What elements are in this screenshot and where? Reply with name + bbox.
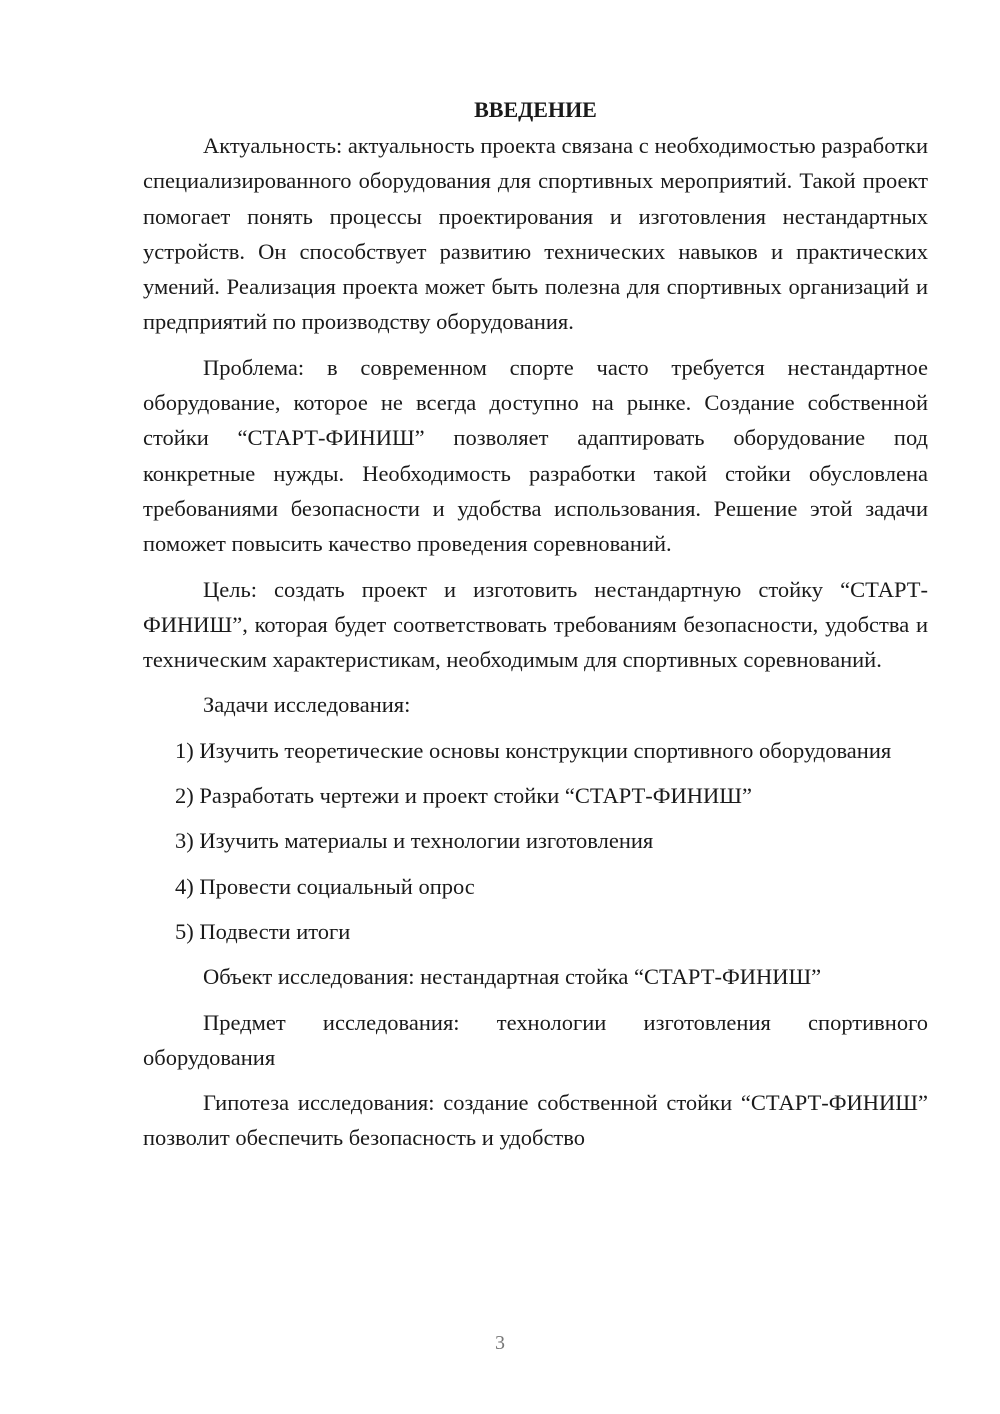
- task-item: 3) Изучить материалы и технологии изготовления: [175, 828, 654, 854]
- document-page: [143, 92, 928, 1156]
- section-heading: ВВЕДЕНИЕ: [474, 97, 597, 122]
- paragraph-hypothesis: Гипотеза исследования: создание собственной стойки “СТАРТ-ФИНИШ” позволит обеспечить безопасность и удобство: [143, 1090, 928, 1151]
- paragraph-subject: Предмет исследования: технологии изготовления спортивного оборудования: [143, 1009, 928, 1070]
- paragraph-relevance: Актуальность: актуальность проекта связана с необходимостью разработки специализированного оборудования для спортивных мероприятий. Такой проект помогает понять процессы проектирования и изготовления нестандартных устройств. Он способствует развитию технических навыков и практических умений. Реализация проекта может быть полезна для спортивных организаций и предприятий по производству оборудования.: [143, 133, 928, 335]
- task-item: 2) Разработать чертежи и проект стойки “СТАРТ-ФИНИШ”: [175, 783, 752, 809]
- paragraph-problem: Проблема: в современном спорте часто требуется нестандартное оборудование, которое не всегда доступно на рынке. Создание собственной стойки “СТАРТ-ФИНИШ” позволяет адаптировать оборудование под конкретные нужды. Необходимость разработки такой стойки обусловлена требованиями безопасности и удобства использования. Решение этой задачи поможет повысить качество проведения соревнований.: [143, 354, 928, 557]
- paragraph-object: Объект исследования: нестандартная стойка “СТАРТ-ФИНИШ”: [203, 964, 822, 990]
- tasks-title: Задачи исследования:: [203, 692, 411, 718]
- paragraph-goal: Цель: создать проект и изготовить нестандартную стойку “СТАРТ-ФИНИШ”, которая будет соответствовать требованиям безопасности, удобства и техническим характеристикам, необходимым для спортивных соревнований.: [143, 576, 928, 673]
- task-item: 5) Подвести итоги: [175, 918, 351, 944]
- page-number: 3: [495, 1332, 505, 1354]
- task-item: 4) Провести социальный опрос: [175, 873, 475, 899]
- task-item: 1) Изучить теоретические основы конструкции спортивного оборудования: [175, 737, 892, 763]
